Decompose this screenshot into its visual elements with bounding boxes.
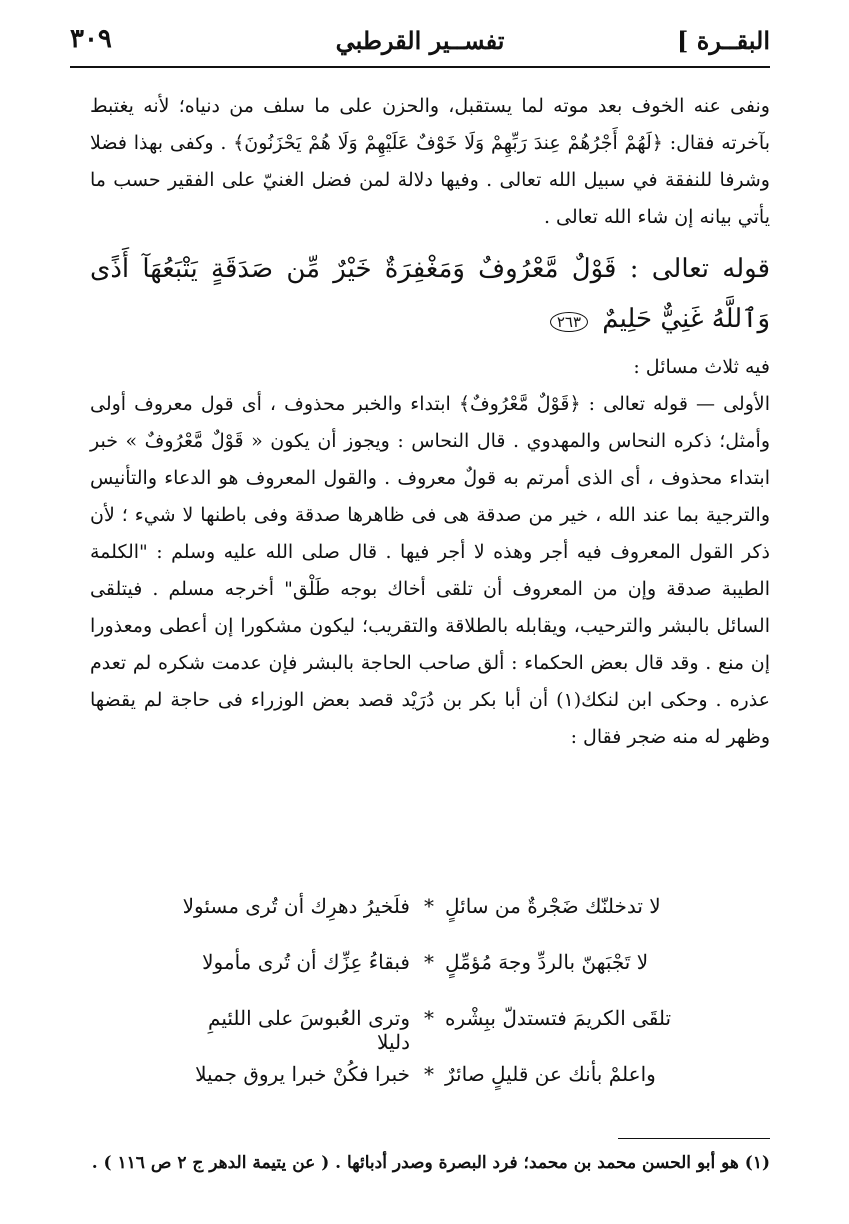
page-header	[70, 18, 770, 64]
footnote-rule	[618, 1138, 770, 1139]
poem-line	[170, 996, 690, 1052]
opening-paragraph: ونفى عنه الخوف بعد موته لما يستقبل، والحزن على ما سلف من دنياه؛ لأنه يغتبط بآخرته فقال: ﴿لَهُمْ أَجْرُهُمْ عِندَ رَبِّهِمْ وَلَا خَوْفٌ عَلَيْهِمْ وَلَا هُمْ يَحْزَنُونَ﴾ . وكفى بهذا فضلا وشرفا للنفقة في سبيل الله تعالى . وفيها دلالة لمن فضل الغنيّ على الفقير حسب ما يأتي بيانه إن شاء الله تعالى .	[90, 95, 770, 228]
poem-line	[170, 940, 690, 996]
poem-line	[170, 884, 690, 940]
header-rule	[70, 66, 770, 68]
poem-first-hemistich: واعلمْ بأنك عن قليلٍ صائرٌ	[445, 1062, 656, 1086]
main-paragraph: الأولى — قوله تعالى : ﴿قَوْلٌ مَّعْرُوفٌ﴾ ابتداء والخبر محذوف ، أى قول معروف أولى وأمثل؛ ذكره النحاس والمهدوي . قال النحاس : ويجوز أن يكون « قَوْلٌ مَّعْرُوفٌ » خبر ابتداء محذوف ، أى الذى أمرتم به قولٌ معروف . والقول المعروف هو الدعاء والتأنيس والترجية بما عند الله ، خير من صدقة هى فى ظاهرها صدقة وفى باطنها لا شيء ؛ لأن ذكر القول المعروف فيه أجر وهذه لا أجر فيها . قال صلى الله عليه وسلم : "الكلمة الطيبة صدقة وإن من المعروف أن تلقى أخاك بوجه طَلْق" أخرجه مسلم . فيتلقى السائل بالبشر والترحيب، ويقابله بالطلاقة والتقريب؛ ليكون مشكورا إن أعطى ومعذورا إن منع . وقد قال بعض الحكماء : ألق صاحب الحاجة بالبشر فإن عدمت شكره لم تعدم عذره . وحكى ابن لنكك(١) أن أبا بكر بن دُرَيْد قصد بعض الوزراء فى حاجة لم يقضها وظهر له منه ضجر فقال :	[90, 393, 771, 748]
footnote: (١) هو أبو الحسن محمد بن محمد؛ فرد البصرة وصدر أدبائها . ( عن يتيمة الدهر ج ٢ ص ١١٦ ) .	[91, 1153, 770, 1173]
page-body	[90, 88, 770, 756]
sura-name: البقــرة ]	[677, 26, 770, 55]
verse-number: ٢٦٣	[550, 312, 588, 332]
poem-second-hemistich: فلَخيرُ دهرِك أن تُرى مسئولا	[182, 894, 410, 918]
poem-first-hemistich: لا تدخلنّك ضَجْرةٌ من سائلٍ	[445, 894, 661, 918]
poem-separator: *	[424, 1062, 434, 1086]
poem-separator: *	[424, 950, 434, 974]
poem-line	[170, 1052, 690, 1108]
quran-verse	[90, 244, 770, 347]
poem-first-hemistich: لا تَجْبَهنّ بالردِّ وجهَ مُؤمِّلٍ	[445, 950, 649, 974]
verse-intro: قوله تعالى :	[629, 254, 771, 284]
poem-second-hemistich: فبقاءُ عِزِّك أن تُرى مأمولا	[202, 950, 410, 974]
poem-separator: *	[424, 1006, 434, 1030]
verse-text: قَوْلٌ مَّعْرُوفٌ وَمَغْفِرَةٌ خَيْرٌ مِّن صَدَقَةٍ يَتْبَعُهَآ أَذًى وَٱللَّهُ غَنِيٌّ حَلِيمٌ	[90, 254, 770, 334]
page-number: ٣٠٩	[70, 24, 112, 54]
poem-second-hemistich: خبرا فكُنْ خبرا يروق جميلا	[195, 1062, 410, 1086]
poem-first-hemistich: تلقَى الكريمَ فتستدلّ ببِشْره	[445, 1006, 672, 1030]
poem-second-hemistich: وترى العُبوسَ على اللئيمِ دليلا	[208, 1006, 410, 1054]
poem-separator: *	[424, 894, 434, 918]
subheading: فيه ثلاث مسائل :	[633, 356, 770, 378]
poem	[170, 884, 690, 1108]
book-title: تفســير القرطبي	[335, 26, 505, 55]
